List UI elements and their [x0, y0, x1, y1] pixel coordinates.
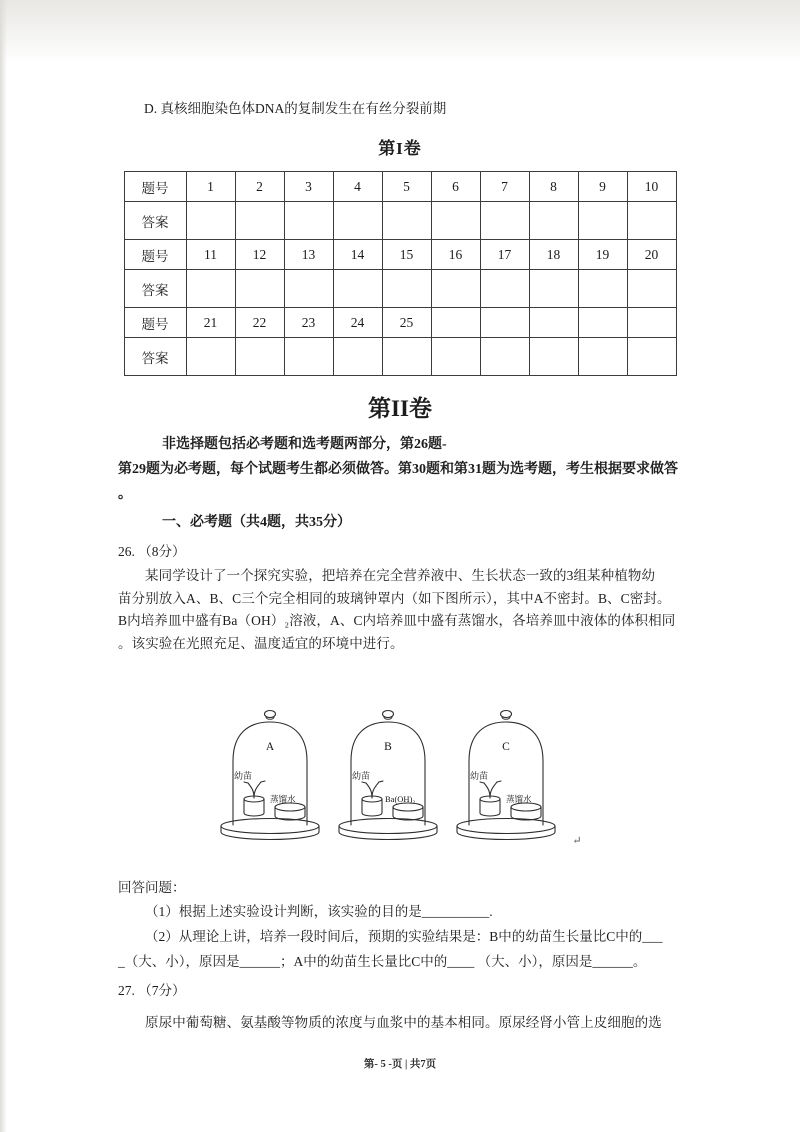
- answer-cell: [235, 202, 284, 240]
- answer-cell: [284, 338, 333, 376]
- dish-label: 蒸馏水: [270, 794, 296, 804]
- answer-cell: 1: [186, 172, 235, 202]
- row-label-cell: 题号: [124, 172, 186, 202]
- jar-label: C: [502, 741, 511, 753]
- q26-sub1: （1）根据上述实验设计判断，该实验的目的是__________.: [145, 904, 493, 919]
- base-plate: [221, 819, 319, 834]
- answer-cell: 16: [431, 240, 480, 270]
- answer-cell: [333, 338, 382, 376]
- answer-cell: 21: [186, 308, 235, 338]
- q27-number: 27. （7分）: [118, 983, 186, 998]
- answer-cell: 11: [186, 240, 235, 270]
- answer-table-row: [124, 172, 676, 202]
- answer-cell: 7: [480, 172, 529, 202]
- answer-cell: [235, 270, 284, 308]
- liquid-dish: [275, 803, 305, 811]
- answer-cell: [627, 270, 676, 308]
- part1-title: 第I卷: [378, 139, 422, 158]
- answer-cell: 2: [235, 172, 284, 202]
- answer-cell: [480, 270, 529, 308]
- q26-paragraph-line: 某同学设计了一个探究实验，把培养在完全营养液中、生长状态一致的3组某种植物幼: [145, 568, 656, 583]
- dish-label: 蒸馏水: [506, 794, 532, 804]
- intro-line: 。: [118, 487, 132, 502]
- answer-cell: 4: [333, 172, 382, 202]
- answer-cell: 18: [529, 240, 578, 270]
- q26-number: 26. （8分）: [118, 544, 186, 559]
- answer-cell: [431, 308, 480, 338]
- q26-paragraph-line: B内培养皿中盛有Ba（OH）₂溶液，A、C内培养皿中盛有蒸馏水，各培养皿中液体的体积相同: [118, 613, 676, 628]
- base-plate: [457, 819, 555, 834]
- page-footer: 第- 5 -页 | 共7页: [363, 1059, 437, 1070]
- answer-cell: 17: [480, 240, 529, 270]
- answer-cell: 8: [529, 172, 578, 202]
- page-content: [118, 100, 682, 1035]
- answer-table-row: [124, 240, 676, 270]
- scan-shadow-left: [0, 0, 7, 1132]
- answer-cell: 6: [431, 172, 480, 202]
- answer-cell: 22: [235, 308, 284, 338]
- answer-cell: 12: [235, 240, 284, 270]
- answer-cell: 9: [578, 172, 627, 202]
- answer-cell: [480, 202, 529, 240]
- seedling-label: 幼苗: [352, 771, 371, 781]
- q27-paragraph-line: 原尿中葡萄糖、氨基酸等物质的浓度与血浆中的基本相同。原尿经肾小管上皮细胞的选: [145, 1015, 662, 1030]
- seedling-label: 幼苗: [234, 771, 253, 781]
- q26-sub2-line: _（大、小），原因是______；A中的幼苗生长量比C中的____ （大、小），原因是______。: [118, 954, 647, 969]
- answer-table-row: [124, 270, 676, 308]
- answer-cell: 23: [284, 308, 333, 338]
- row-label-cell: 题号: [124, 240, 186, 270]
- answer-heading: 回答问题：: [118, 880, 186, 895]
- answer-cell: [284, 270, 333, 308]
- knob-icon: [501, 711, 512, 718]
- q26-sub2-line: （2）从理论上讲，培养一段时间后，预期的实验结果是：B中的幼苗生长量比C中的___: [145, 929, 663, 944]
- answer-cell: [382, 270, 431, 308]
- answer-cell: [480, 338, 529, 376]
- bell-jar-b: [336, 705, 440, 853]
- dish-label: Ba(OH)₂: [385, 794, 416, 804]
- answer-cell: 10: [627, 172, 676, 202]
- scan-shadow-top: [0, 0, 800, 64]
- answer-cell: [627, 202, 676, 240]
- part2-title: 第II卷: [368, 396, 432, 421]
- knob-icon: [383, 711, 394, 718]
- answer-cell: [627, 338, 676, 376]
- seedling-icon: [244, 781, 265, 798]
- answer-cell: [578, 308, 627, 338]
- section-title: 一、必考题（共4题，共35分）: [162, 515, 351, 530]
- answer-table-body: [124, 172, 676, 376]
- answer-cell: [431, 202, 480, 240]
- row-label-cell: 答案: [124, 338, 186, 376]
- intro-line: 第29题为必考题，每个试题考生都必须做答。第30题和第31题为选考题，考生根据要求做答: [118, 462, 678, 477]
- option-d-text: D. 真核细胞染色体DNA的复制发生在有丝分裂前期: [144, 101, 447, 116]
- answer-cell: 13: [284, 240, 333, 270]
- answer-cell: [529, 270, 578, 308]
- answer-cell: [431, 270, 480, 308]
- row-label-cell: 答案: [124, 270, 186, 308]
- answer-cell: [529, 202, 578, 240]
- answer-cell: [382, 202, 431, 240]
- seedling-label: 幼苗: [470, 771, 489, 781]
- answer-cell: 24: [333, 308, 382, 338]
- answer-cell: 25: [382, 308, 431, 338]
- answer-cell: [186, 270, 235, 308]
- seedling-icon: [362, 781, 383, 798]
- knob-icon: [265, 711, 276, 718]
- bell-jar-c: [454, 705, 558, 853]
- answer-cell: [578, 202, 627, 240]
- bell-jar-a: [218, 705, 322, 853]
- q26-paragraph: [118, 565, 682, 655]
- row-label-cell: 答案: [124, 202, 186, 240]
- liquid-dish: [393, 803, 423, 811]
- answer-cell: 20: [627, 240, 676, 270]
- q27-paragraph: [118, 1012, 682, 1035]
- answer-table: [124, 171, 677, 376]
- answer-cell: [431, 338, 480, 376]
- answer-cell: [529, 308, 578, 338]
- answer-table-row: [124, 202, 676, 240]
- jar-label: A: [266, 741, 275, 753]
- q26-paragraph-line: 苗分别放入A、B、C三个完全相同的玻璃钟罩内（如下图所示），其中A不密封。B、C密封。: [118, 590, 671, 606]
- answer-cell: [578, 338, 627, 376]
- jar-label: B: [384, 741, 393, 753]
- answer-cell: [578, 270, 627, 308]
- q26-paragraph-line: 。该实验在光照充足、温度适宜的环境中进行。: [118, 635, 404, 651]
- answer-cell: [284, 202, 333, 240]
- answer-cell: [480, 308, 529, 338]
- answer-cell: [333, 202, 382, 240]
- seedling-icon: [480, 781, 501, 798]
- answer-table-row: [124, 338, 676, 376]
- liquid-dish: [511, 803, 541, 811]
- base-plate: [339, 819, 437, 834]
- scan-return-mark: ↵: [572, 835, 582, 847]
- part2-intro: [118, 432, 682, 507]
- answer-cell: 5: [382, 172, 431, 202]
- answer-cell: 3: [284, 172, 333, 202]
- answer-cell: [235, 338, 284, 376]
- answer-cell: 14: [333, 240, 382, 270]
- answer-cell: 19: [578, 240, 627, 270]
- answer-table-row: [124, 308, 676, 338]
- intro-line: 非选择题包括必考题和选考题两部分，第26题-: [162, 437, 447, 452]
- experiment-figure: [118, 705, 682, 853]
- answer-cell: [627, 308, 676, 338]
- answer-cell: [186, 338, 235, 376]
- answer-cell: [382, 338, 431, 376]
- answer-cell: [529, 338, 578, 376]
- answer-cell: [333, 270, 382, 308]
- row-label-cell: 题号: [124, 308, 186, 338]
- answer-cell: 15: [382, 240, 431, 270]
- answer-cell: [186, 202, 235, 240]
